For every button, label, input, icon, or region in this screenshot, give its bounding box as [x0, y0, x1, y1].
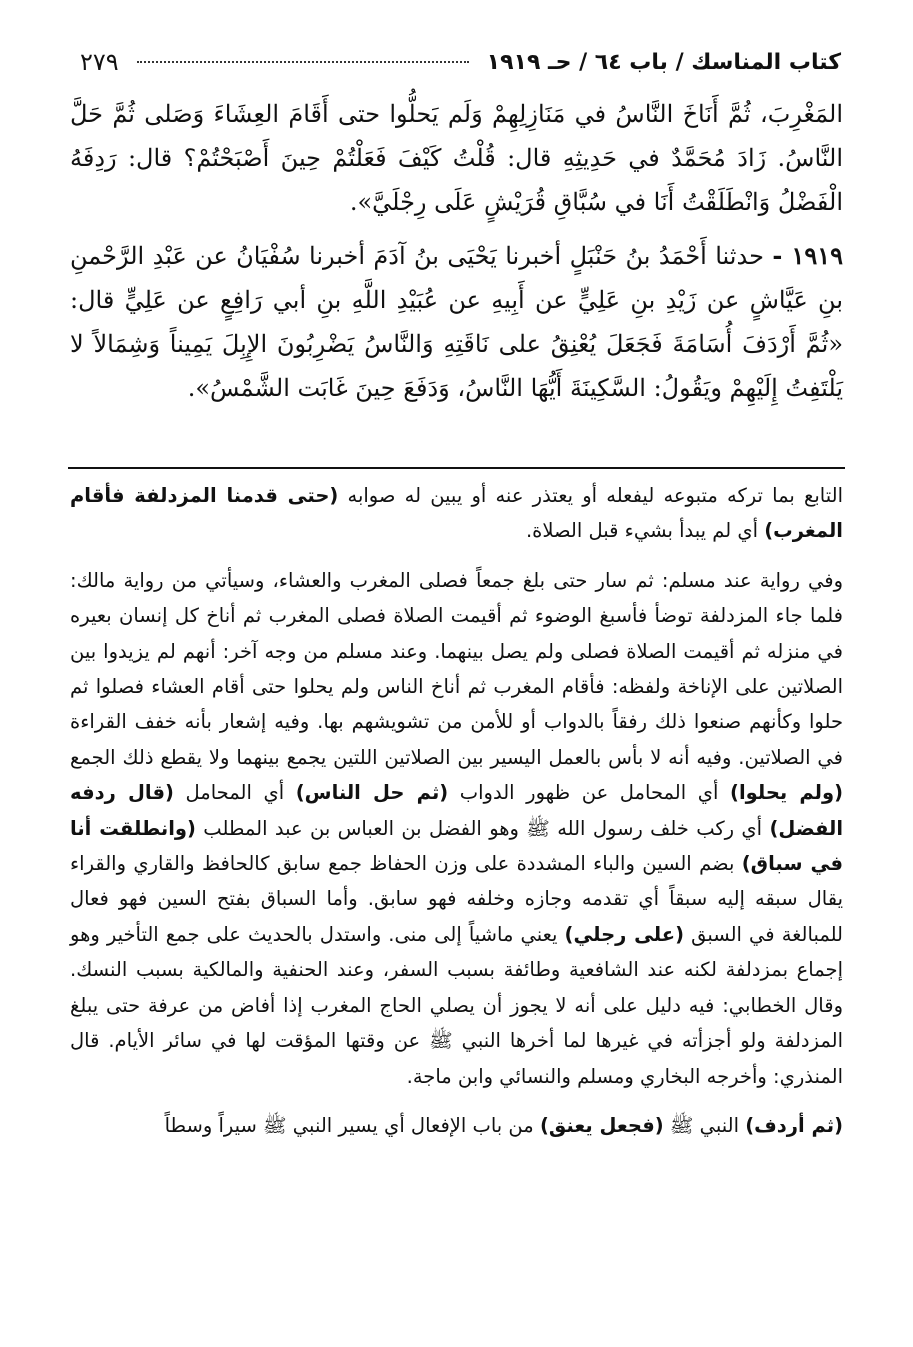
- commentary-text: يعني ماشياً إلى منى. واستدل بالحديث على جمع التأخير وهو إجماع بمزدلفة لكنه عند الشافعية وطائفة بسبب السفر، وعند الحنفية والمالكية بسبب النسك. وقال الخطابي: فيه دليل على أنه لا يجوز أن يصلي الحاج المغرب إذا أفاض من عرفة حتى يبلغ المزدلفة ولو أجزأته في غيرها لما أخرها النبي ﷺ عن وقتها المؤقت لها في سائر الأيام. قال المنذري: وأخرجه البخاري ومسلم والنسائي وابن ماجة.: [70, 922, 843, 1088]
- quoted-phrase: (حتى قدمنا المزدلفة فأقام المغرب): [70, 484, 843, 543]
- page-number: ٢٧٩: [80, 48, 119, 76]
- commentary-text: أي لم يبدأ بشيء قبل الصلاة.: [525, 519, 759, 543]
- hadith-text: [70, 92, 843, 420]
- running-title: كتاب المناسك / باب ٦٤ / حـ ١٩١٩: [486, 49, 841, 75]
- commentary-paragraph-3: [70, 1108, 843, 1143]
- hadith-body: حدثنا أَحْمَدُ بنُ حَنْبَلٍ أخبرنا يَحْيَى بنُ آدَمَ أخبرنا سُفْيَانُ عن عَبْدِ الرَّحْمنِ بنِ عَيَّاشٍ عن زَيْدِ بنِ عَلِيٍّ عن أَبِيهِ عن عُبَيْدِ اللَّهِ بنِ أبي رَافِعٍ عن عَلِيٍّ قال: «ثُمَّ أَرْدَفَ أُسَامَةَ فَجَعَلَ يُعْنِقُ على نَاقَتِهِ وَالنَّاسُ يَضْرِبُونَ الإِبِلَ يَمِيناً وَشِمَالاً لا يَلْتَفِتُ إِلَيْهِمْ ويَقُولُ: السَّكِينَةَ أَيُّهَا النَّاسُ، وَدَفَعَ حِينَ غَابَت الشَّمْسُ».: [70, 242, 843, 402]
- quoted-phrase: (ولم يحلوا): [730, 781, 844, 805]
- quoted-phrase: (ثم حل الناس): [295, 781, 449, 805]
- commentary-text: أي ركب خلف رسول الله ﷺ وهو الفضل بن العباس بن عبد المطلب: [203, 816, 763, 840]
- commentary-paragraph-2: [70, 563, 843, 1094]
- hadith-number: ١٩١٩ -: [772, 241, 844, 270]
- quoted-phrase: (ثم أردف): [745, 1113, 843, 1137]
- commentary-text: من باب الإفعال أي يسير النبي ﷺ سيراً وسطاً: [164, 1113, 534, 1137]
- header-dotted-leader: [137, 61, 469, 63]
- commentary-paragraph-1: [70, 478, 843, 549]
- page-header: [80, 42, 841, 82]
- hadith-paragraph: [70, 234, 843, 410]
- commentary-text: النبي ﷺ: [669, 1113, 739, 1137]
- quoted-phrase: (قال ردفه الفضل): [70, 781, 844, 840]
- hadith-paragraph-continued: المَغْرِبَ، ثُمَّ أَنَاخَ النَّاسُ في مَنَازِلِهِمْ وَلَم يَحلُّوا حتى أَقَامَ العِشَاءَ وَصَلى ثُمَّ حَلَّ النَّاسُ. زَادَ مُحَمَّدٌ في حَدِيثِهِ قال: قُلْتُ كَيْفَ فَعَلْتُمْ حِينَ أَصْبَحْتُمْ؟ قال: رَدِفَهُ الْفَضْلُ وَانْطَلَقْتُ أَنَا في سُبَّاقِ قُرَيْشٍ عَلَى رِجْلَيَّ».: [70, 100, 843, 216]
- commentary-text: التابع بما تركه متبوعه ليفعله أو يعتذر عنه أو يبين له صوابه: [347, 484, 843, 507]
- quoted-phrase: (وانطلقت أنا في سباق): [70, 816, 843, 876]
- commentary: [70, 478, 843, 1157]
- quoted-phrase: (فجعل يعنق): [539, 1113, 664, 1137]
- footnote-divider: [68, 467, 845, 469]
- commentary-text: أي المحامل عن ظهور الدواب: [459, 781, 719, 805]
- quoted-phrase: (على رجلي): [564, 922, 684, 946]
- commentary-text: بضم السين والباء المشددة على وزن الحفاظ جمع سابق كالحافظ والقاري والقراء يقال سبقه إليه سبقاً أي تقدمه وجازه وخلفه فهو سابق. وأما السباق بفتح السين فهو فعال للمبالغة في السبق: [70, 852, 843, 946]
- commentary-text: وفي رواية عند مسلم: ثم سار حتى بلغ جمعاً فصلى المغرب والعشاء، وسيأتي من رواية مالك: فلما جاء المزدلفة توضأ فأسبغ الوضوء ثم أقيمت الصلاة فصلى المغرب ثم أناخ كل إنسان بعيره في منزله ثم أقيمت الصلاة فصلى ولم يصل بينهما. وعند مسلم من وجه آخر: أنهم لم يزيدوا بين الصلاتين على الإناخة ولفظه: فأقام المغرب ثم أناخ الناس ولم يحلوا حتى أقام العشاء فصلوا ثم حلوا وكأنهم صنعوا ذلك رفقاً بالدواب أو للأمن من تشويشهم بها. وفيه إشعار بأنه خفف القراءة في الصلاتين. وفيه أنه لا بأس بالعمل اليسير بين الصلاتين اللتين يجمع بينهما ولا يقطع ذلك الجمع: [70, 568, 843, 769]
- commentary-text: أي المحامل: [185, 781, 285, 805]
